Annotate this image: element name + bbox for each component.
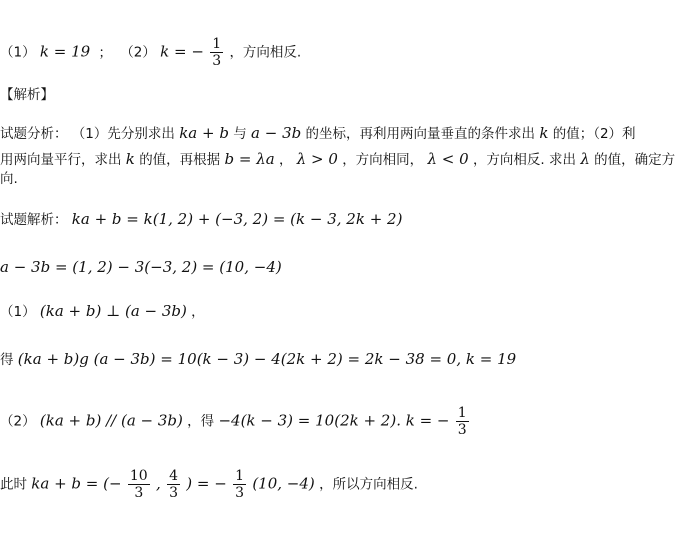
- idea-text: 的值，确定方: [594, 152, 675, 168]
- solution-step-1: [0, 302, 205, 321]
- result-prefix: 得: [0, 352, 14, 368]
- parallel-condition: b = λa: [224, 150, 275, 168]
- variable-k: k: [125, 150, 135, 168]
- answer-part1-label: （1）: [0, 44, 36, 61]
- answer-part2-fraction: [210, 36, 223, 69]
- conclusion-text: ，所以方向相反.: [319, 476, 418, 493]
- answer-part2-lhs: k = −: [160, 42, 204, 61]
- fraction-numerator: 4: [169, 468, 178, 484]
- solution-step-3: [0, 468, 418, 501]
- fraction-10-3: [128, 468, 150, 501]
- idea-text: 的值，再根据: [139, 152, 221, 168]
- idea-text: 与: [233, 126, 247, 142]
- answer-line: [0, 36, 301, 69]
- idea-text: ，方向相反. 求出: [472, 152, 577, 168]
- fraction-denominator: 3: [457, 422, 467, 438]
- step-label: （1）: [0, 304, 36, 320]
- fraction-1-3: [233, 468, 246, 501]
- fraction-denominator: 3: [212, 53, 222, 69]
- fraction-denominator: 3: [235, 485, 245, 501]
- comma: ,: [155, 474, 161, 493]
- idea-line-3: 向.: [0, 171, 18, 187]
- fraction-denominator: 3: [169, 485, 178, 501]
- equals-minus: ) = −: [186, 474, 227, 493]
- vector-expr-a-minus-3b: a − 3b: [251, 124, 302, 142]
- idea-label: 试题分析：: [0, 126, 68, 142]
- equation-ka-plus-b: ka + b = k(1, 2) + (−3, 2) = (k − 3, 2k + 2): [71, 210, 403, 228]
- idea-text: 的值；（2）利: [552, 126, 636, 142]
- fraction-numerator: 10: [129, 468, 148, 484]
- parallel-equation: −4(k − 3) = 10(2k + 2). k = −: [218, 411, 450, 430]
- lambda-positive: λ > 0: [296, 150, 338, 168]
- idea-text: （1）先分别求出: [71, 126, 175, 142]
- fraction-numerator: 1: [212, 36, 222, 52]
- vector-expr-ka-plus-b: ka + b: [179, 124, 229, 142]
- step-label: （2）: [0, 413, 36, 430]
- lambda-negative: λ < 0: [427, 150, 469, 168]
- fraction-numerator: 1: [457, 405, 467, 421]
- solution-step-1-result: [0, 350, 516, 369]
- direction-vector: (10, −4): [252, 474, 315, 493]
- parallel-expression: (ka + b) // (a − 3b): [39, 411, 183, 430]
- final-vector-expr: ka + b = (−: [31, 474, 122, 493]
- perpendicular-condition: (ka + b) ⊥ (a − 3b): [39, 302, 187, 320]
- idea-line-1: [0, 124, 636, 143]
- idea-text: 的坐标，再利用两向量垂直的条件求出: [305, 126, 536, 142]
- k-fraction: [456, 405, 469, 438]
- answer-part2-tail: ，方向相反.: [229, 44, 302, 61]
- variable-k: k: [539, 124, 549, 142]
- idea-line-2: [0, 150, 675, 169]
- step-mid: ，得: [187, 413, 215, 430]
- solution-line-2: [0, 258, 282, 277]
- equation-a-minus-3b: a − 3b = (1, 2) − 3(−3, 2) = (10, −4): [0, 258, 282, 276]
- answer-separator: ；: [98, 44, 112, 61]
- solution-step-2: [0, 405, 471, 438]
- idea-text: 用两向量平行，求出: [0, 152, 122, 168]
- analysis-heading: 【解析】: [0, 87, 54, 103]
- fraction-numerator: 1: [235, 468, 245, 484]
- dot-product-equation: (ka + b)g (a − 3b) = 10(k − 3) − 4(2k + 2) = 2k − 38 = 0, k = 19: [17, 350, 517, 368]
- idea-text: ，方向相同，: [342, 152, 424, 168]
- answer-part1-expr: k = 19: [39, 42, 91, 61]
- fraction-denominator: 3: [134, 485, 144, 501]
- idea-text: ，: [278, 152, 293, 168]
- solution-line-1: [0, 210, 402, 229]
- variable-lambda: λ: [580, 150, 590, 168]
- solution-label: 试题解析：: [0, 212, 68, 228]
- step-prefix: 此时: [0, 476, 27, 493]
- answer-part2-label: （2）: [120, 44, 156, 61]
- step-tail: ，: [191, 304, 205, 320]
- fraction-4-3: [167, 468, 180, 501]
